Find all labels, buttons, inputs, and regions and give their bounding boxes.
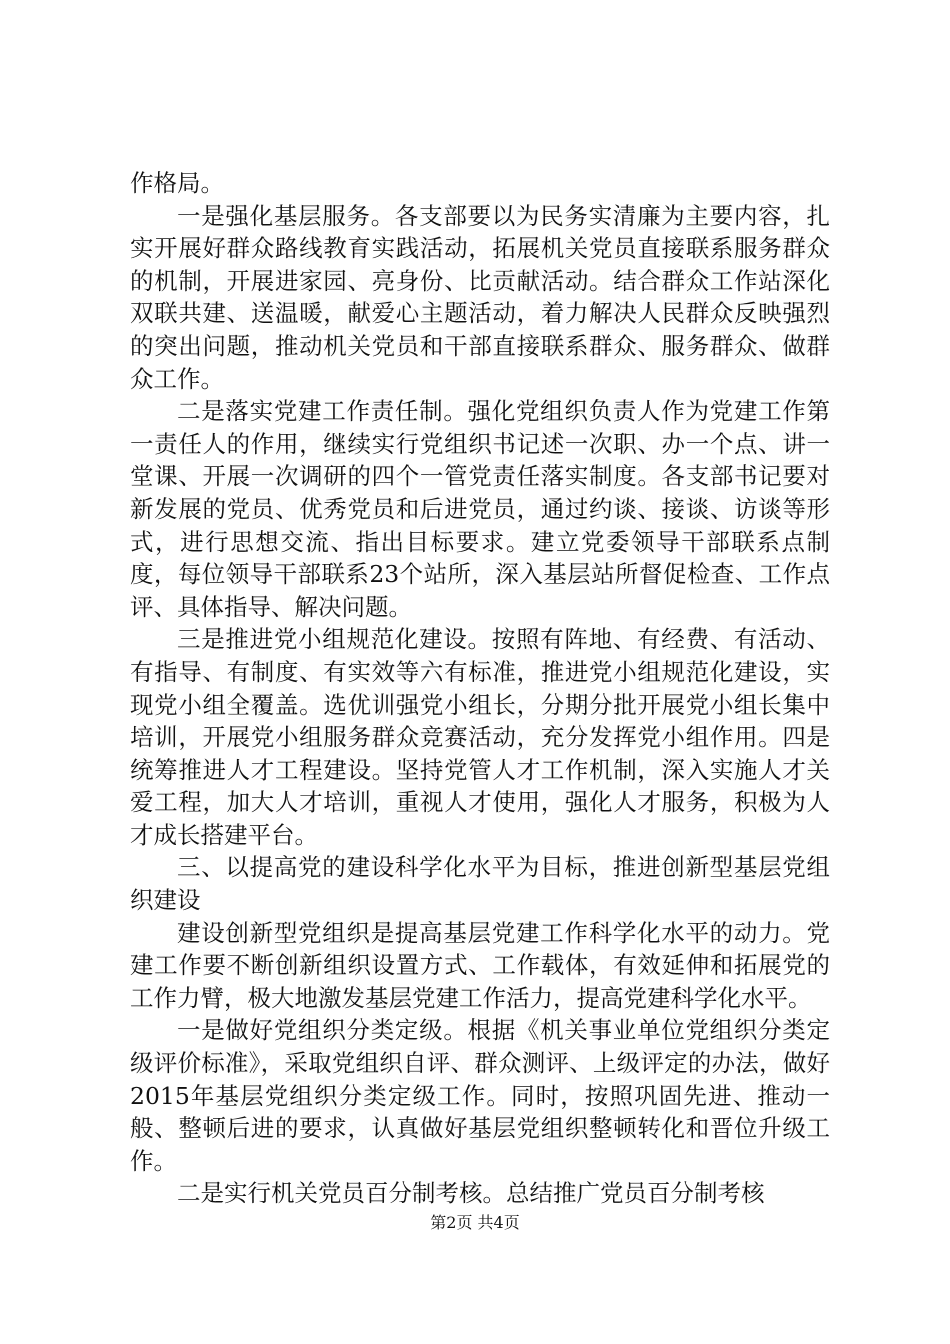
- paragraph-continuation: 作格局。: [130, 169, 224, 197]
- paragraph-hundred-point-assessment: 二是实行机关党员百分制考核。总结推广党员百分制考核: [177, 1179, 765, 1208]
- paragraph-grassroots-service: 一是强化基层服务。各支部要以为民务实清廉为主要内容，扎实开展好群众路线教育实践活动，拓展机关党员直接联系服务群众的机制，开展进家园、亮身份、比贡献活动。结合群众工作站深化双联共建、送温暖，献爱心主题活动，着力解决人民群众反映强烈的突出问题，推动机关党员和干部直接联系群众、服务群众、做群众工作。: [130, 201, 830, 393]
- paragraph-responsibility-system: 二是落实党建工作责任制。强化党组织负责人作为党建工作第一责任人的作用，继续实行党组织书记述一次职、办一个点、讲一堂课、开展一次调研的四个一管党责任落实制度。各支部书记要对新发展的党员、优秀党员和后进党员，通过约谈、接谈、访谈等形式，进行思想交流、指出目标要求。建立党委领导干部联系点制度，每位领导干部联系23个站所，深入基层站所督促检查、工作点评、具体指导、解决问题。: [130, 397, 830, 621]
- section-heading-three: 三、以提高党的建设科学化水平为目标，推进创新型基层党组织建设: [130, 853, 830, 915]
- paragraph-innovative-organization: 建设创新型党组织是提高基层党建工作科学化水平的动力。党建工作要不断创新组织设置方式、工作载体，有效延伸和拓展党的工作力臂，极大地激发基层党建工作活力，提高党建科学化水平。: [130, 918, 830, 1012]
- page-number-footer: 第2页 共4页: [430, 1213, 520, 1232]
- paragraph-classification-grading: 一是做好党组织分类定级。根据《机关事业单位党组织分类定级评价标准》，采取党组织自评、群众测评、上级评定的办法，做好2015年基层党组织分类定级工作。同时，按照巩固先进、推动一般、整顿后进的要求，认真做好基层党组织整顿转化和晋位升级工作。: [130, 1016, 830, 1175]
- document-body: [130, 167, 830, 1210]
- paragraph-party-group-standardization: 三是推进党小组规范化建设。按照有阵地、有经费、有活动、有指导、有制度、有实效等六有标准，推进党小组规范化建设，实现党小组全覆盖。选优训强党小组长，分期分批开展党小组长集中培训，开展党小组服务群众竞赛活动，充分发挥党小组作用。四是统筹推进人才工程建设。坚持党管人才工作机制，深入实施人才关爱工程，加大人才培训，重视人才使用，强化人才服务，积极为人才成长搭建平台。: [130, 625, 830, 849]
